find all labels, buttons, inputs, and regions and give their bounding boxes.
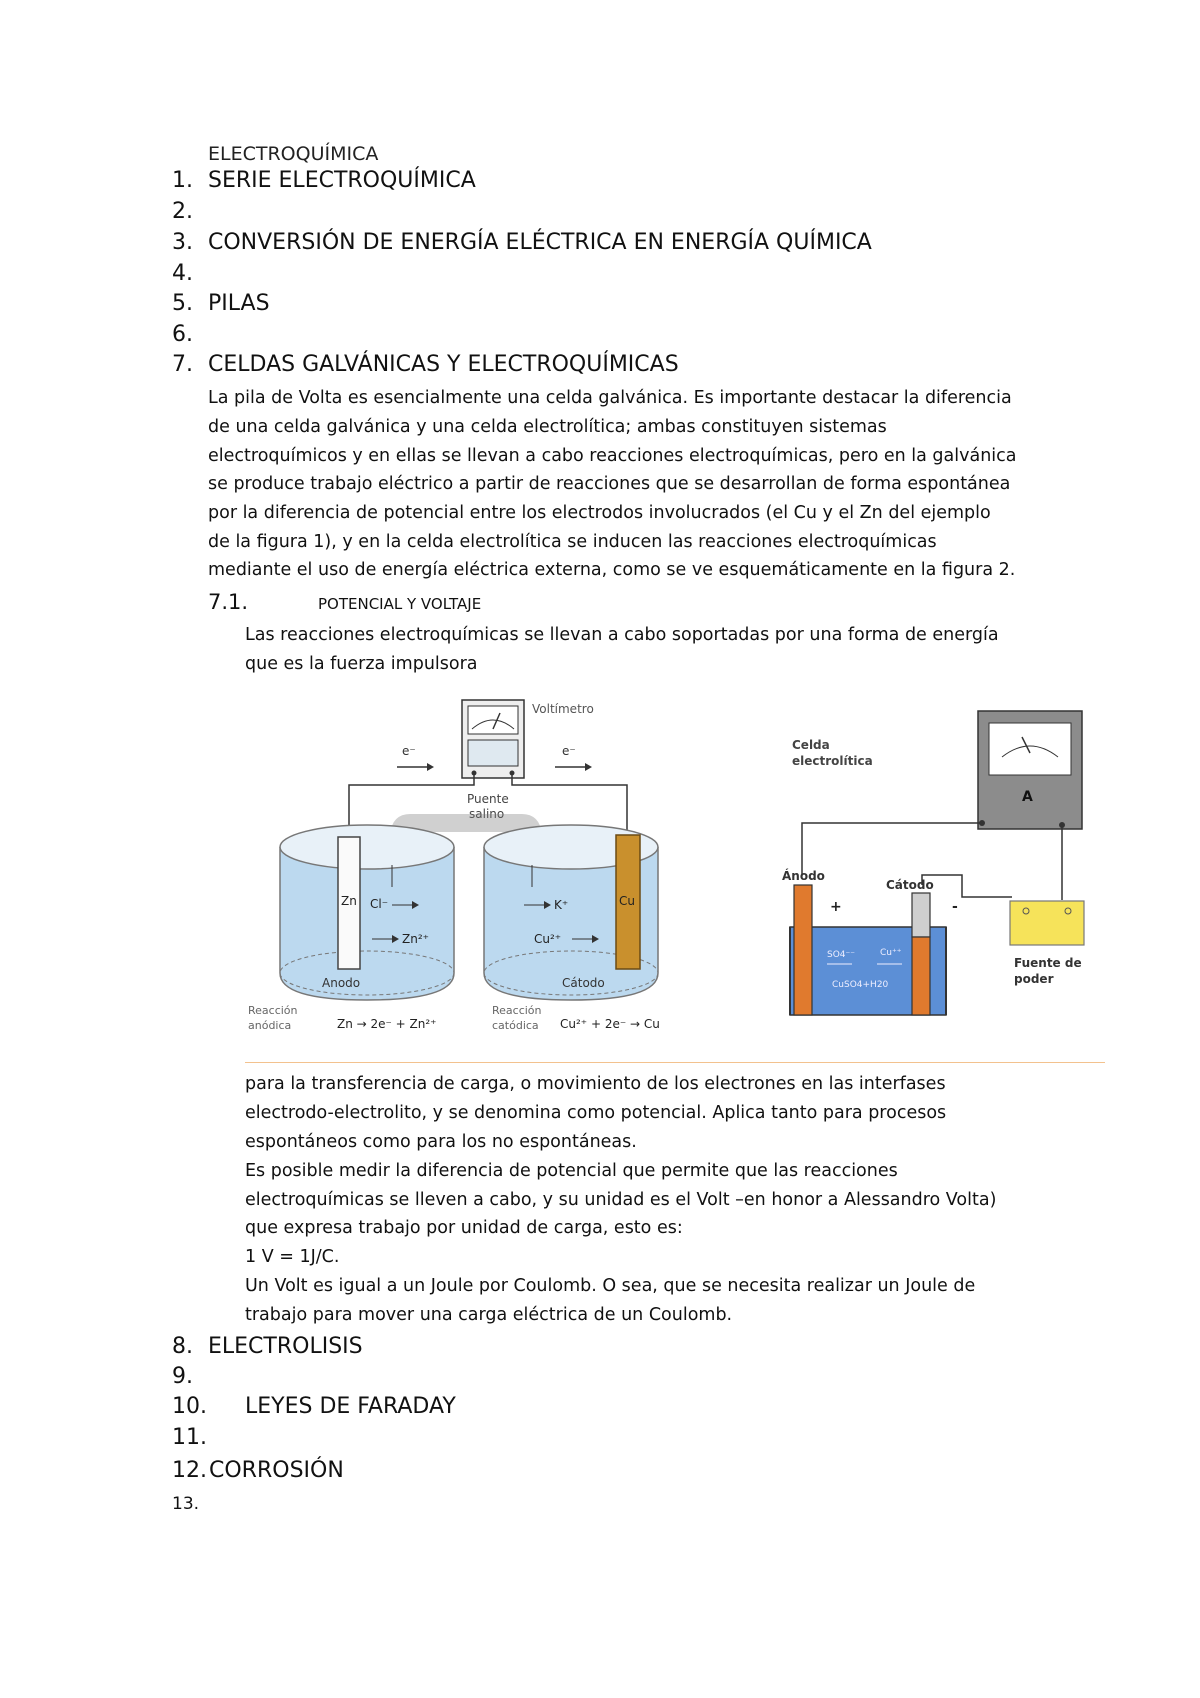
paragraph-line: electrodo-electrolito, y se denomina como potencial. Aplica tanto para procesos — [245, 1103, 947, 1123]
cells-diagram — [248, 675, 1102, 1060]
subsection-number: 7.1. — [208, 590, 249, 614]
voltmeter-label: Voltímetro — [532, 702, 594, 716]
electron-label: e⁻ — [562, 744, 576, 758]
list-number: 4. — [172, 261, 193, 286]
paragraph-line: por la diferencia de potencial entre los electrodos involucrados (el Cu y el Zn del ejemplo — [208, 503, 991, 523]
electrolytic-title: Celda — [792, 738, 830, 752]
electrochemical-cells-figure — [248, 675, 1102, 1060]
paragraph-line: que es la fuerza impulsora — [245, 654, 478, 674]
electron-label: e⁻ — [402, 744, 416, 758]
list-number: 12. — [172, 1458, 207, 1483]
paragraph-line: La pila de Volta es esencialmente una celda galvánica. Es importante destacar la diferencia — [208, 388, 1012, 408]
list-number: 8. — [172, 1334, 193, 1359]
list-item-5 — [172, 291, 270, 316]
list-number: 7. — [172, 352, 193, 377]
list-number: 5. — [172, 291, 193, 316]
paragraph-line: electroquímicas se lleven a cabo, y su unidad es el Volt –en honor a Alessandro Volta) — [245, 1190, 997, 1210]
list-item-7 — [172, 352, 679, 377]
power-source-label: Fuente de — [1014, 956, 1082, 970]
list-item-11 — [172, 1425, 208, 1450]
paragraph-line: se produce trabajo eléctrico a partir de reacciones que se desarrollan de forma espontánea — [208, 474, 1011, 494]
ammeter-label: A — [1022, 789, 1033, 805]
list-number: 3. — [172, 230, 193, 255]
cu-label: Cu — [619, 894, 635, 908]
list-number: 1. — [172, 168, 193, 193]
anode-label: Ánodo — [782, 869, 825, 883]
k-ion-label: K⁺ — [554, 898, 569, 912]
paragraph-line: Las reacciones electroquímicas se llevan a cabo soportadas por una forma de energía — [245, 625, 999, 645]
minus-sign: - — [952, 899, 958, 915]
cathodic-reaction-label: catódica — [492, 1019, 539, 1032]
electrolytic-title: electrolítica — [792, 754, 873, 768]
cathode-electrode — [912, 893, 930, 937]
list-number: 11. — [172, 1425, 207, 1450]
list-item-8 — [172, 1334, 363, 1359]
anodic-reaction-label: Reacción — [248, 1004, 298, 1017]
list-text: CORROSIÓN — [209, 1458, 344, 1483]
list-number: 9. — [172, 1364, 193, 1389]
solution-label: CuSO4+H20 — [832, 980, 889, 990]
cathodic-reaction: Cu²⁺ + 2e⁻ → Cu — [560, 1017, 660, 1031]
list-item-12 — [172, 1458, 344, 1483]
plus-sign: + — [830, 899, 842, 915]
paragraph-line: Es posible medir la diferencia de potencial que permite que las reacciones — [245, 1161, 898, 1181]
cathode-label: Cátodo — [562, 976, 605, 990]
list-item-6 — [172, 322, 208, 347]
paragraph-line: 1 V = 1J/C. — [245, 1247, 340, 1267]
anodic-reaction-label: anódica — [248, 1019, 292, 1032]
paragraph-line: trabajo para mover una carga eléctrica de un Coulomb. — [245, 1305, 733, 1325]
list-item-3 — [172, 230, 872, 255]
list-item-13 — [172, 1494, 199, 1514]
cathodic-reaction-label: Reacción — [492, 1004, 542, 1017]
list-item-10 — [172, 1394, 456, 1419]
paragraph-line: mediante el uso de energía eléctrica externa, como se ve esquemáticamente en la figura 2. — [208, 560, 1016, 580]
list-text: ELECTROLISIS — [208, 1334, 363, 1359]
cl-ion-label: Cl⁻ — [370, 897, 389, 911]
paragraph-line: de la figura 1), y en la celda electrolítica se inducen las reacciones electroquímicas — [208, 532, 937, 552]
subsection-title: POTENCIAL Y VOLTAJE — [318, 595, 482, 613]
zn-ion-label: Zn²⁺ — [402, 932, 429, 946]
so4-ion-label: SO4⁻⁻ — [827, 950, 856, 960]
list-item-9 — [172, 1364, 208, 1389]
power-source-icon — [1010, 901, 1084, 945]
electrolytic-cell — [782, 711, 1084, 1015]
salt-bridge-label: Puente — [467, 792, 509, 806]
anode-label: Anodo — [322, 976, 361, 990]
list-text: CELDAS GALVÁNICAS Y ELECTROQUÍMICAS — [208, 352, 679, 377]
anodic-reaction: Zn → 2e⁻ + Zn²⁺ — [337, 1017, 437, 1031]
list-number: 2. — [172, 199, 193, 224]
subsection-heading — [208, 590, 481, 614]
cu-ion-label: Cu⁺⁺ — [880, 948, 902, 958]
paragraph-line: de una celda galvánica y una celda electrolítica; ambas constituyen sistemas — [208, 417, 887, 437]
anode-electrode — [794, 885, 812, 1015]
list-number: 10. — [172, 1394, 207, 1419]
list-item-4 — [172, 261, 208, 286]
figure-underline — [245, 1062, 1105, 1063]
document-title: ELECTROQUÍMICA — [208, 143, 379, 165]
paragraph-line: electroquímicos y en ellas se llevan a cabo reacciones electroquímicas, pero en la galvánica — [208, 446, 1017, 466]
cu-ion-label: Cu²⁺ — [534, 932, 562, 946]
list-item-2 — [172, 199, 208, 224]
list-item-1 — [172, 168, 476, 193]
paragraph-line: que expresa trabajo por unidad de carga, esto es: — [245, 1218, 683, 1238]
list-text: LEYES DE FARADAY — [245, 1394, 456, 1419]
salt-bridge-label: salino — [469, 807, 505, 821]
list-text: CONVERSIÓN DE ENERGÍA ELÉCTRICA EN ENERGÍA QUÍMICA — [208, 230, 872, 255]
cathode-label: Cátodo — [886, 878, 934, 892]
galvanic-cell — [248, 700, 660, 1032]
paragraph-line: Un Volt es igual a un Joule por Coulomb. O sea, que se necesita realizar un Joule de — [245, 1276, 976, 1296]
paragraph-line: para la transferencia de carga, o movimiento de los electrones en las interfases — [245, 1074, 946, 1094]
list-number: 13. — [172, 1494, 200, 1514]
list-text: PILAS — [208, 291, 270, 316]
zn-label: Zn — [341, 894, 357, 908]
list-text: SERIE ELECTROQUÍMICA — [208, 168, 476, 193]
paragraph-line: espontáneos como para los no espontáneas. — [245, 1132, 637, 1152]
list-number: 6. — [172, 322, 193, 347]
power-source-label: poder — [1014, 972, 1054, 986]
